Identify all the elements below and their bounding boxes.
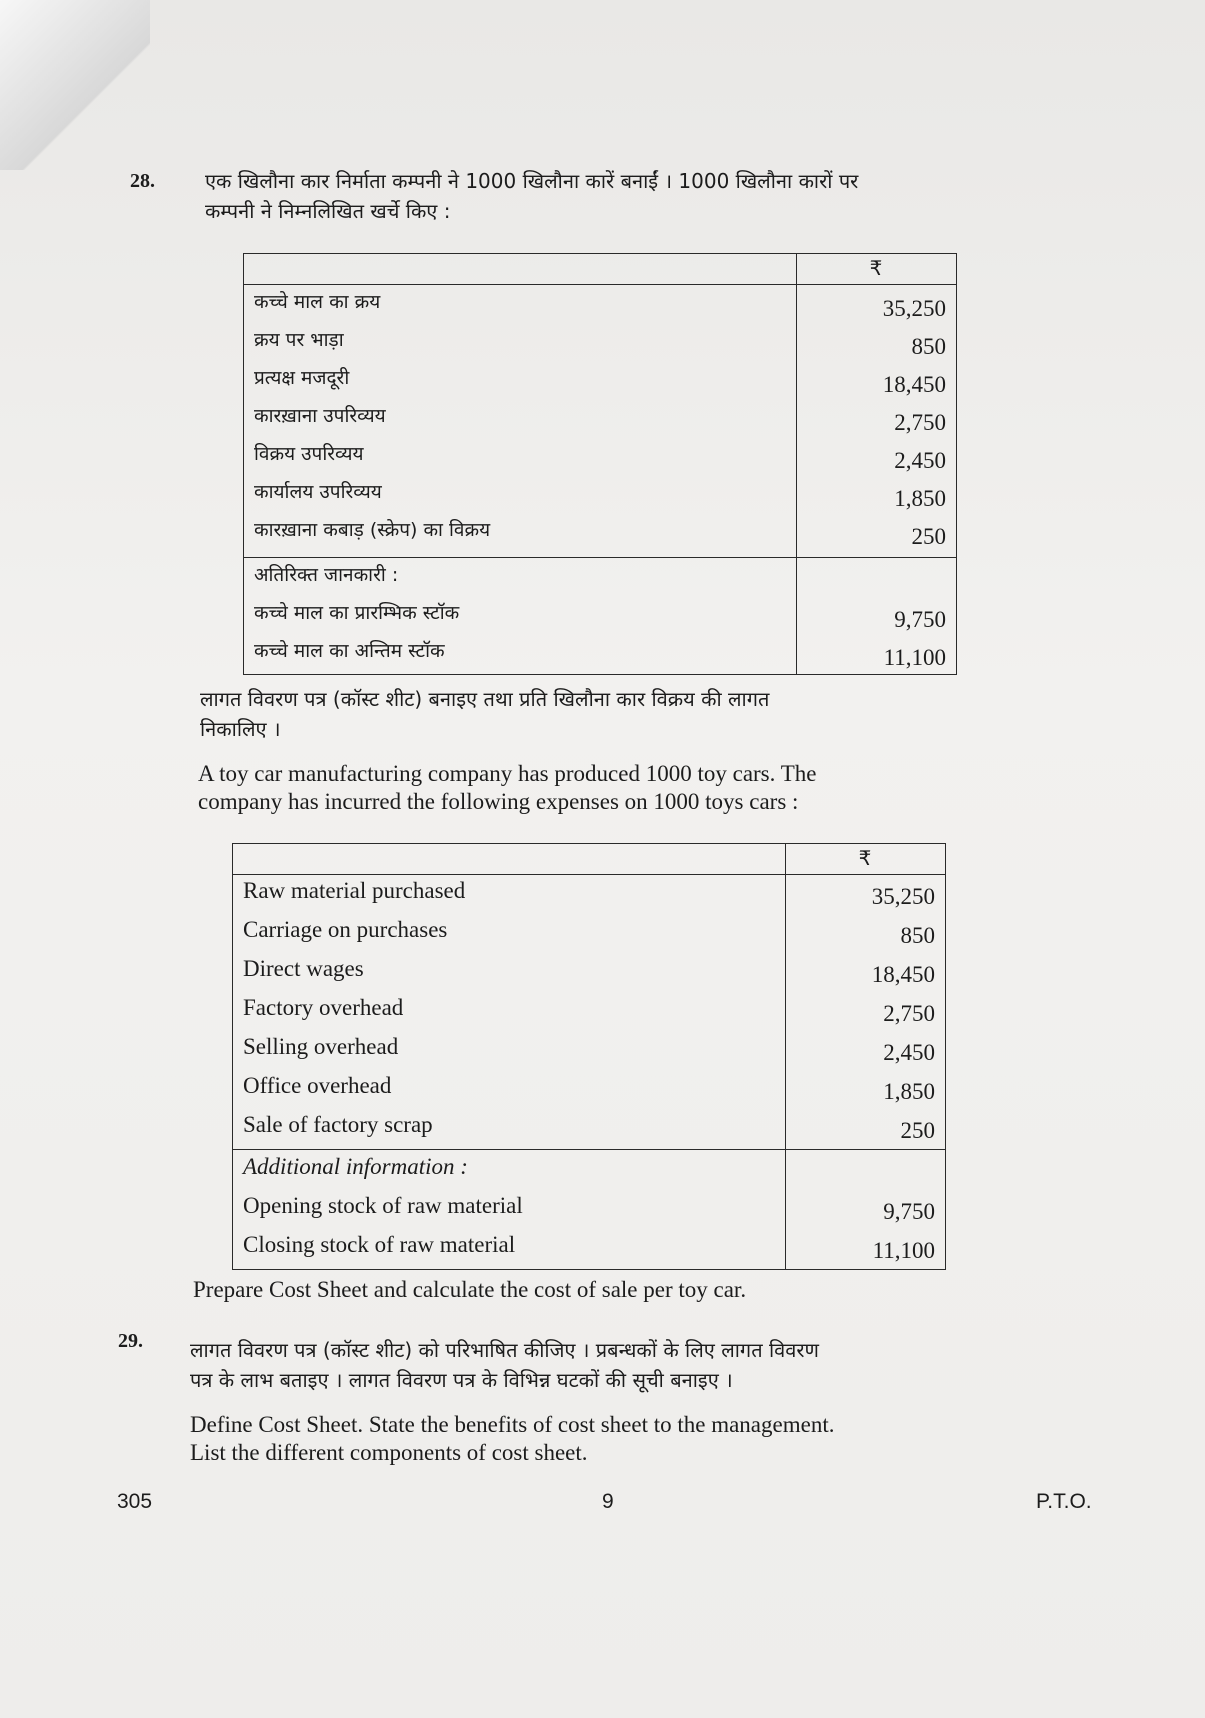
row-label: Carriage on purchases bbox=[243, 917, 448, 942]
q28-english-intro bbox=[198, 760, 1058, 816]
table-row bbox=[233, 952, 945, 988]
table-row bbox=[244, 438, 956, 476]
row-value: 250 bbox=[900, 1118, 935, 1143]
table-row bbox=[244, 476, 956, 514]
table-row bbox=[244, 635, 956, 673]
q29-hindi-line-2: पत्र के लाभ बताइए । लागत विवरण पत्र के विभिन्न घटकों की सूची बनाइए । bbox=[190, 1368, 733, 1392]
row-label: Direct wages bbox=[243, 956, 364, 981]
additional-info-heading-row bbox=[244, 559, 956, 597]
q28-hindi-intro-line-1: एक खिलौना कार निर्माता कम्पनी ने 1000 खिलौना कारें बनाईं । 1000 खिलौना कारों पर bbox=[205, 169, 859, 193]
page-number: 9 bbox=[602, 1490, 614, 1513]
row-value: 11,100 bbox=[883, 645, 946, 670]
please-turn-over: P.T.O. bbox=[1036, 1490, 1092, 1513]
q28-english-intro-line-2: company has incurred the following expenses on 1000 toys cars : bbox=[198, 789, 799, 814]
table-row bbox=[233, 1030, 945, 1066]
row-value: 2,450 bbox=[894, 448, 946, 473]
question-28-number: 28. bbox=[130, 170, 155, 192]
row-label: कच्चे माल का प्रारम्भिक स्टॉक bbox=[254, 602, 460, 624]
row-value: 9,750 bbox=[883, 1199, 935, 1224]
table-row bbox=[233, 874, 945, 910]
row-label: कच्चे माल का अन्तिम स्टॉक bbox=[254, 640, 445, 662]
row-label: Raw material purchased bbox=[243, 878, 466, 903]
row-label: Opening stock of raw material bbox=[243, 1193, 523, 1218]
row-value: 11,100 bbox=[872, 1238, 935, 1263]
additional-info-divider bbox=[244, 557, 956, 558]
table-row bbox=[244, 514, 956, 552]
paper-code: 305 bbox=[117, 1490, 153, 1513]
page-corner-fold bbox=[0, 0, 150, 170]
row-value: 18,450 bbox=[871, 962, 935, 987]
q29-english-text bbox=[190, 1411, 1070, 1467]
rupee-symbol-header: ₹ bbox=[858, 846, 872, 870]
additional-info-heading-row bbox=[233, 1150, 945, 1186]
q29-english-line-2: List the different components of cost sheet. bbox=[190, 1440, 588, 1465]
additional-info-heading: Additional information : bbox=[243, 1154, 468, 1179]
row-value: 18,450 bbox=[882, 372, 946, 397]
row-label: कच्चे माल का क्रय bbox=[254, 291, 381, 313]
table-row bbox=[233, 1069, 945, 1105]
q28-hindi-intro bbox=[205, 166, 1065, 226]
table-row bbox=[244, 286, 956, 324]
row-label: Closing stock of raw material bbox=[243, 1232, 516, 1257]
table-row bbox=[233, 1228, 945, 1264]
table-row bbox=[233, 1108, 945, 1144]
row-label: विक्रय उपरिव्यय bbox=[254, 443, 364, 465]
table-row bbox=[233, 913, 945, 949]
table-row bbox=[244, 400, 956, 438]
q28-hindi-intro-line-2: कम्पनी ने निम्नलिखित खर्चे किए : bbox=[205, 199, 451, 223]
q28-hindi-question bbox=[200, 684, 1060, 744]
row-value: 1,850 bbox=[883, 1079, 935, 1104]
table-row bbox=[244, 597, 956, 635]
row-label: कारख़ाना उपरिव्यय bbox=[254, 405, 386, 427]
row-label: प्रत्यक्ष मजदूरी bbox=[254, 367, 350, 389]
q29-hindi-line-1: लागत विवरण पत्र (कॉस्ट शीट) को परिभाषित कीजिए । प्रबन्धकों के लिए लागत विवरण bbox=[190, 1338, 820, 1362]
row-label: क्रय पर भाड़ा bbox=[254, 329, 344, 351]
row-label: Office overhead bbox=[243, 1073, 392, 1098]
table-row bbox=[233, 1189, 945, 1225]
table-row bbox=[233, 991, 945, 1027]
row-label: Sale of factory scrap bbox=[243, 1112, 433, 1137]
row-label: Selling overhead bbox=[243, 1034, 399, 1059]
row-label: कारख़ाना कबाड़ (स्क्रेप) का विक्रय bbox=[254, 519, 491, 541]
q29-english-line-1: Define Cost Sheet. State the benefits of cost sheet to the management. bbox=[190, 1412, 835, 1437]
q28-english-expense-table bbox=[232, 843, 946, 1270]
row-value: 2,750 bbox=[894, 410, 946, 435]
q28-hindi-question-line-2: निकालिए । bbox=[200, 717, 281, 741]
row-value: 850 bbox=[911, 334, 946, 359]
row-value: 35,250 bbox=[882, 296, 946, 321]
rupee-symbol-header: ₹ bbox=[869, 256, 883, 280]
q28-english-question: Prepare Cost Sheet and calculate the cost of sale per toy car. bbox=[193, 1277, 747, 1302]
row-label: Factory overhead bbox=[243, 995, 404, 1020]
question-29-number: 29. bbox=[118, 1330, 143, 1352]
row-value: 35,250 bbox=[871, 884, 935, 909]
q28-hindi-expense-table bbox=[243, 253, 957, 675]
row-label: कार्यालय उपरिव्यय bbox=[254, 481, 382, 503]
row-value: 9,750 bbox=[894, 607, 946, 632]
table-row bbox=[244, 362, 956, 400]
q29-hindi-text bbox=[190, 1335, 1070, 1395]
row-value: 250 bbox=[911, 524, 946, 549]
row-value: 2,750 bbox=[883, 1001, 935, 1026]
row-value: 850 bbox=[900, 923, 935, 948]
row-value: 2,450 bbox=[883, 1040, 935, 1065]
q28-english-intro-line-1: A toy car manufacturing company has produced 1000 toy cars. The bbox=[198, 761, 817, 786]
row-value: 1,850 bbox=[894, 486, 946, 511]
q28-hindi-question-line-1: लागत विवरण पत्र (कॉस्ट शीट) बनाइए तथा प्रति खिलौना कार विक्रय की लागत bbox=[200, 687, 770, 711]
additional-info-heading: अतिरिक्त जानकारी : bbox=[254, 564, 399, 586]
table-row bbox=[244, 324, 956, 362]
